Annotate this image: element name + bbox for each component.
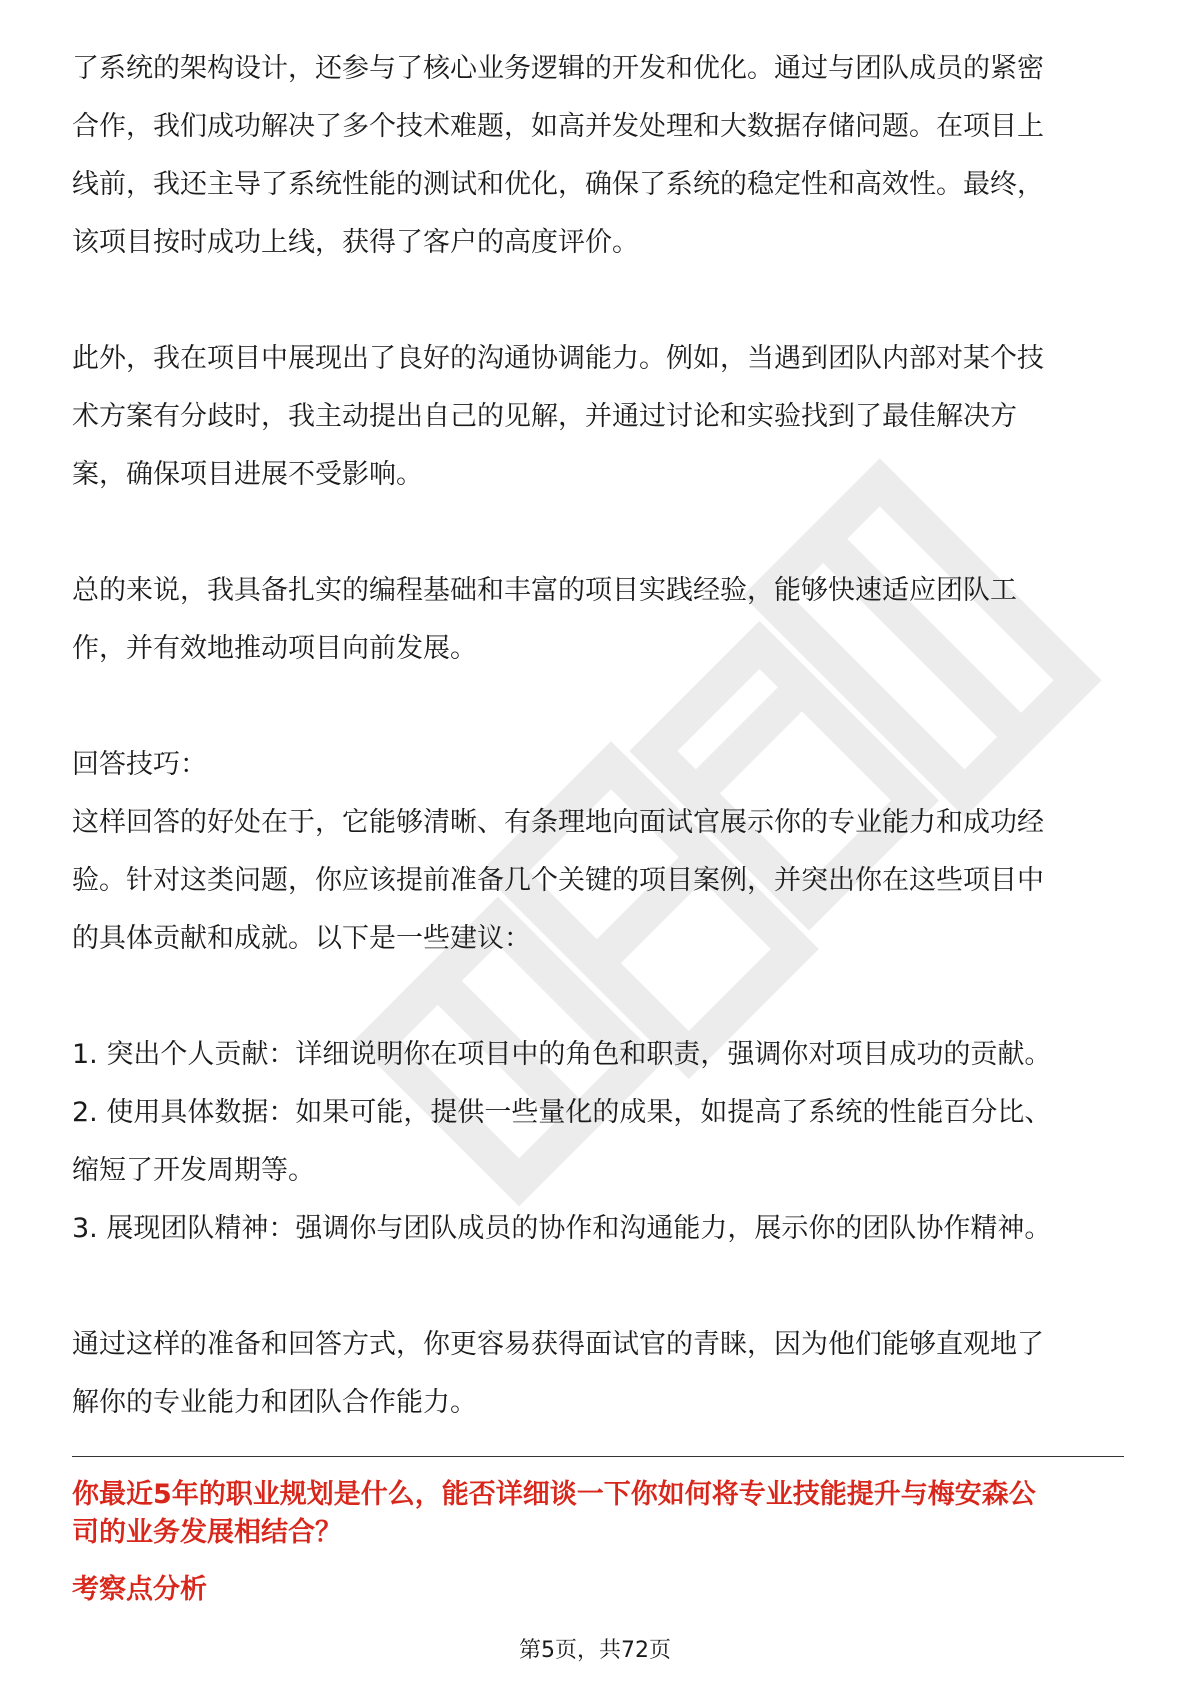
paragraph-spacer (72, 272, 1122, 330)
question-line: 司的业务发展相结合？ (72, 1517, 342, 1548)
paragraph-conclusion (72, 1316, 1122, 1432)
text-line: 这样回答的好处在于，它能够清晰、有条理地向面试官展示你的专业能力和成功经 (72, 807, 1044, 838)
text-line: 通过这样的准备和回答方式，你更容易获得面试官的青睐，因为他们能够直观地了 (72, 1329, 1044, 1360)
text-line: 解你的专业能力和团队合作能力。 (72, 1387, 477, 1418)
text-line: 线前，我还主导了系统性能的测试和优化，确保了系统的稳定性和高效性。最终， (72, 169, 1044, 200)
analysis-heading: 考察点分析 (72, 1574, 207, 1605)
paragraph-spacer (72, 1258, 1122, 1316)
list-item-continuation: 缩短了开发周期等。 (72, 1155, 315, 1186)
paragraph-tips (72, 794, 1122, 968)
question-line: 你最近5年的职业规划是什么，能否详细谈一下你如何将专业技能提升与梅安森公 (72, 1479, 1036, 1510)
text-line: 验。针对这类问题，你应该提前准备几个关键的项目案例，并突出你在这些项目中 (72, 865, 1044, 896)
question-heading (72, 1476, 1124, 1552)
text-line: 作，并有效地推动项目向前发展。 (72, 633, 477, 664)
paragraph-spacer (72, 968, 1122, 1026)
text-line: 术方案有分歧时，我主动提出自己的见解，并通过讨论和实验找到了最佳解决方 (72, 401, 1017, 432)
paragraph-communication (72, 330, 1122, 504)
suggestion-list (72, 1026, 1122, 1258)
list-item: 3. 展现团队精神：强调你与团队成员的协作和沟通能力，展示你的团队协作精神。 (72, 1213, 1052, 1244)
text-line: 总的来说，我具备扎实的编程基础和丰富的项目实践经验，能够快速适应团队工 (72, 575, 1017, 606)
tips-heading: 回答技巧： (72, 749, 207, 780)
text-line: 合作，我们成功解决了多个技术难题，如高并发处理和大数据存储问题。在项目上 (72, 111, 1044, 142)
document-body (72, 40, 1122, 1432)
text-line: 的具体贡献和成就。以下是一些建议： (72, 923, 531, 954)
paragraph-project-result (72, 40, 1122, 272)
text-line: 了系统的架构设计，还参与了核心业务逻辑的开发和优化。通过与团队成员的紧密 (72, 53, 1044, 84)
page-number: 第5页，共72页 (519, 1638, 671, 1663)
list-item: 1. 突出个人贡献：详细说明你在项目中的角色和职责，强调你对项目成功的贡献。 (72, 1039, 1052, 1070)
paragraph-spacer (72, 504, 1122, 562)
text-line: 该项目按时成功上线，获得了客户的高度评价。 (72, 227, 639, 258)
paragraph-spacer (72, 678, 1122, 736)
text-line: 案，确保项目进展不受影响。 (72, 459, 423, 490)
text-line: 此外，我在项目中展现出了良好的沟通协调能力。例如，当遇到团队内部对某个技 (72, 343, 1044, 374)
paragraph-summary (72, 562, 1122, 678)
list-item: 2. 使用具体数据：如果可能，提供一些量化的成果，如提高了系统的性能百分比、 (72, 1097, 1052, 1128)
section-divider (72, 1456, 1124, 1457)
